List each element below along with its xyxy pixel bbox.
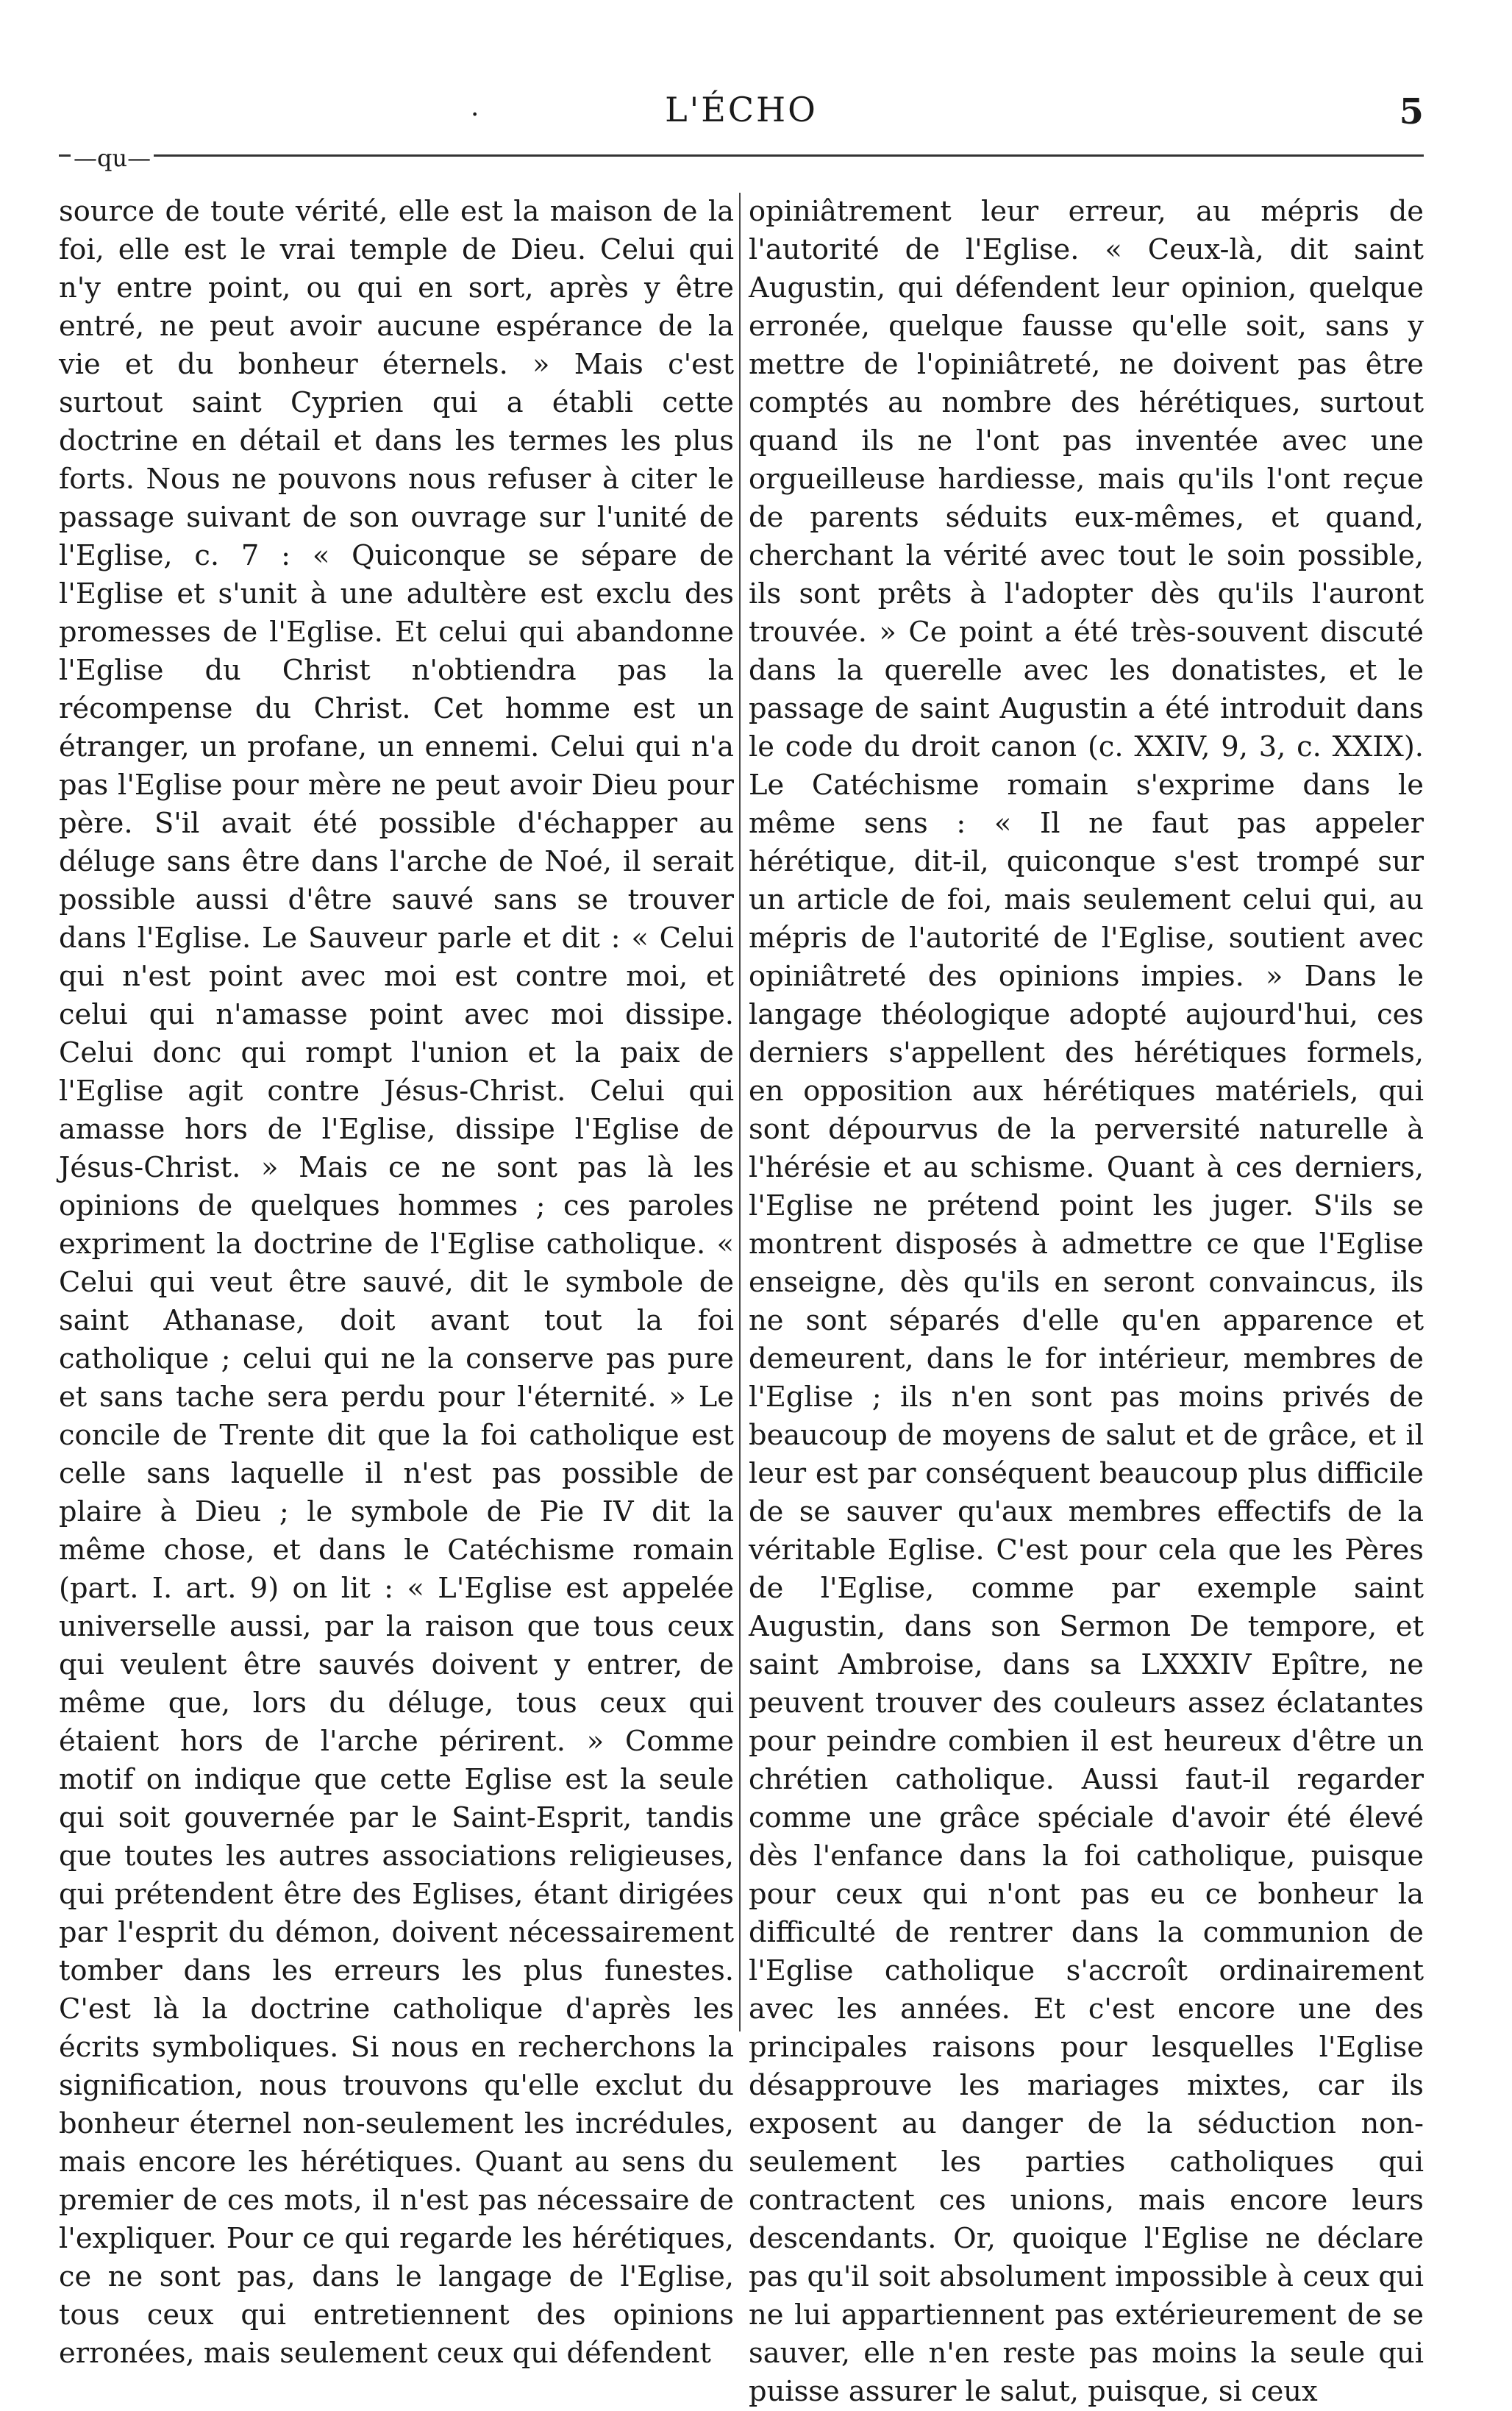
corrupt-mark: —qu— [71,144,154,172]
column-right-text: opiniâtrement leur erreur, au mépris de l'autorité de l'Eglise. « Ceux-là, dit saint Augustin, qui défendent leur opinion, quelque erronée, quelque fausse qu'elle soit, sans y mettre de l'opiniâtreté, ne doivent pas être comptés au nombre des hérétiques, surtout quand ils ne l'ont pas inventée avec une orgueilleuse hardiesse, mais qu'ils l'ont reçue de parents séduits eux-mêmes, et quand, cherchant la vérité avec tout le soin possible, ils sont prêts à l'adopter dès qu'ils l'auront trouvée. » Ce point a été très-souvent discuté dans la querelle avec les donatistes, et le passage de saint Augustin a été introduit dans le code du droit canon (c. XXIV, 9, 3, c. XXIX). Le Catéchisme romain s'exprime dans le même sens : « Il ne faut pas appeler hérétique, dit-il, quiconque s'est trompé sur un article de foi, mais seulement celui qui, au mépris de l'autorité de l'Eglise, soutient avec opiniâtreté des opinions impies. » Dans le langage théologique adopté aujourd'hui, ces derniers s'appellent des hérétiques formels, en opposition aux hérétiques matériels, qui sont dépourvus de la perversité naturelle à l'hérésie et au schisme. Quant à ces derniers, l'Eglise ne prétend point les juger. S'ils se montrent disposés à admettre ce que l'Eglise enseigne, dès qu'ils en seront convaincus, ils ne sont séparés d'elle qu'en apparence et demeurent, dans le for intérieur, membres de l'Eglise ; ils n'en sont pas moins privés de beaucoup de moyens de salut et de grâce, et il leur est par conséquent beaucoup plus difficile de se sauver qu'aux membres effectifs de la véritable Eglise. C'est pour cela que les Pères de l'Eglise, comme par exemple saint Augustin, dans son Sermon De tempore, et saint Ambroise, dans sa LXXXIV Epître, ne peuvent trouver des couleurs assez éclatantes pour peindre combien il est heureux d'être un chrétien catholique. Aussi faut-il regarder comme une grâce spéciale d'avoir été élevé dès l'enfance dans la foi catholique, puisque pour ceux qui n'ont pas eu ce bonheur la difficulté de rentrer dans la communion de l'Eglise catholique s'accroît ordinairement avec les années. Et c'est encore une des principales raisons pour lesquelles l'Eglise désapprouve les mariages mixtes, car ils exposent au danger de la séduction non-seulement les parties catholiques qui contractent ces unions, mais encore leurs descendants. Or, quoique l'Eglise ne déclare pas qu'il soit absolument impossible à ceux qui ne lui appartiennent pas extérieurement de se sauver, elle n'en reste pas moins la seule qui puisse assurer le salut, puisque, si ceux [749,195,1424,2408]
header-rule [59,154,1424,157]
column-right [749,193,1424,2408]
page-title: L'ÉCHO [665,90,818,129]
page-header [59,87,1424,138]
header-dot: · [471,100,479,130]
column-left [59,193,734,2370]
page-number: 5 [1399,91,1424,132]
column-left-text: source de toute vérité, elle est la maison de la foi, elle est le vrai temple de Dieu. Celui qui n'y entre point, ou qui en sort, après y être entré, ne peut avoir aucune espérance de la vie et du bonheur éternels. » Mais c'est surtout saint Cyprien qui a établi cette doctrine en détail et dans les termes les plus forts. Nous ne pouvons nous refuser à citer le passage suivant de son ouvrage sur l'unité de l'Eglise, c. 7 : « Quiconque se sépare de l'Eglise et s'unit à une adultère est exclu des promesses de l'Eglise. Et celui qui abandonne l'Eglise du Christ n'obtiendra pas la récompense du Christ. Cet homme est un étranger, un profane, un ennemi. Celui qui n'a pas l'Eglise pour mère ne peut avoir Dieu pour père. S'il avait été possible d'échapper au déluge sans être dans l'arche de Noé, il serait possible aussi d'être sauvé sans se trouver dans l'Eglise. Le Sauveur parle et dit : « Celui qui n'est point avec moi est contre moi, et celui qui n'amasse point avec moi dissipe. Celui donc qui rompt l'union et la paix de l'Eglise agit contre Jésus-Christ. Celui qui amasse hors de l'Eglise, dissipe l'Eglise de Jésus-Christ. » Mais ce ne sont pas là les opinions de quelques hommes ; ces paroles expriment la doctrine de l'Eglise catholique. « Celui qui veut être sauvé, dit le symbole de saint Athanase, doit avant tout la foi catholique ; celui qui ne la conserve pas pure et sans tache sera perdu pour l'éternité. » Le concile de Trente dit que la foi catholique est celle sans laquelle il n'est pas possible de plaire à Dieu ; le symbole de Pie IV dit la même chose, et dans le Catéchisme romain (part. I. art. 9) on lit : « L'Eglise est appelée universelle aussi, par la raison que tous ceux qui veulent être sauvés doivent y entrer, de même que, lors du déluge, tous ceux qui étaient hors de l'arche périrent. » Comme motif on indique que cette Eglise est la seule qui soit gouvernée par le Saint-Esprit, tandis que toutes les autres associations religieuses, qui prétendent être des Eglises, étant dirigées par l'esprit du démon, doivent nécessairement tomber dans les erreurs les plus funestes. C'est là la doctrine catholique d'après les écrits symboliques. Si nous en recherchons la signification, nous trouvons qu'elle exclut du bonheur éternel non-seulement les incrédules, mais encore les hérétiques. Quant au sens du premier de ces mots, il n'est pas nécessaire de l'expliquer. Pour ce qui regarde les hérétiques, ce ne sont pas, dans le langage de l'Eglise, tous ceux qui entretiennent des opinions erronées, mais seulement ceux qui défendent [59,195,734,2370]
column-divider [739,193,741,2031]
